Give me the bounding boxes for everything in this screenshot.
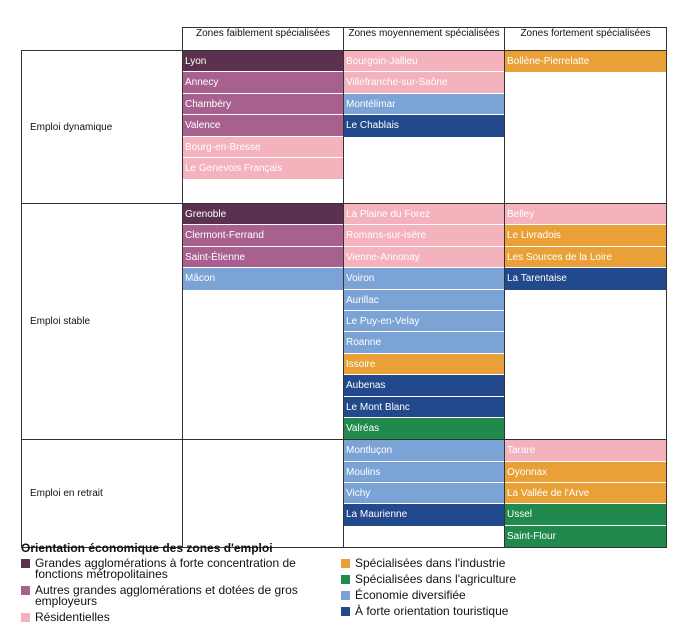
row-label: Emploi stable bbox=[22, 204, 183, 440]
legend-item bbox=[341, 574, 661, 585]
zone-item: Valréas bbox=[344, 418, 504, 439]
legend-label: Résidentielles bbox=[35, 610, 110, 624]
legend-swatch bbox=[341, 575, 350, 584]
zone-item: Romans-sur-Isère bbox=[344, 225, 504, 246]
zone-item: Valence bbox=[183, 115, 343, 136]
legend-item bbox=[341, 590, 661, 601]
legend-item bbox=[341, 558, 661, 569]
legend-swatch bbox=[341, 591, 350, 600]
zone-item: Clermont-Ferrand bbox=[183, 225, 343, 246]
legend-swatch bbox=[341, 607, 350, 616]
zone-item: La Vallée de l'Arve bbox=[505, 483, 666, 504]
legend-item bbox=[341, 606, 661, 617]
zone-item: Ussel bbox=[505, 504, 666, 525]
zone-item: Le Chablais bbox=[344, 115, 504, 136]
zone-item: Issoire bbox=[344, 354, 504, 375]
zone-item: Voiron bbox=[344, 268, 504, 289]
zone-item: Roanne bbox=[344, 332, 504, 353]
zone-item: La Tarentaise bbox=[505, 268, 666, 289]
table-row bbox=[22, 51, 667, 204]
zone-item: Aurillac bbox=[344, 290, 504, 311]
zone-item: Bourg-en-Bresse bbox=[183, 137, 343, 158]
zone-cell-low bbox=[183, 440, 344, 548]
zone-item: Lyon bbox=[183, 51, 343, 72]
zone-item: Vienne-Annonay bbox=[344, 247, 504, 268]
zone-item: Le Mont Blanc bbox=[344, 397, 504, 418]
zone-cell-medium bbox=[344, 204, 505, 440]
zone-cell-medium bbox=[344, 440, 505, 548]
legend-swatch bbox=[21, 559, 30, 568]
legend-swatch bbox=[341, 559, 350, 568]
legend-left-column bbox=[21, 558, 341, 628]
header-high: Zones fortement spécialisées bbox=[505, 28, 667, 51]
zone-item: Saint-Flour bbox=[505, 526, 666, 547]
legend-label: À forte orientation touristique bbox=[355, 604, 509, 618]
zone-cell-high bbox=[505, 51, 667, 204]
legend-label: Grandes agglomérations à forte concentration de fonctions métropolitaines bbox=[35, 556, 296, 581]
header-medium: Zones moyennement spécialisées bbox=[344, 28, 505, 51]
legend-item bbox=[21, 585, 341, 607]
zone-cell-low bbox=[183, 51, 344, 204]
legend-swatch bbox=[21, 613, 30, 622]
zone-item: Tarare bbox=[505, 440, 666, 461]
legend-label: Spécialisées dans l'industrie bbox=[355, 556, 506, 570]
zone-item: La Plaine du Forez bbox=[344, 204, 504, 225]
zone-item: Bourgoin-Jallieu bbox=[344, 51, 504, 72]
zone-item: Vichy bbox=[344, 483, 504, 504]
zone-cell-high bbox=[505, 204, 667, 440]
zone-item: Aubenas bbox=[344, 375, 504, 396]
zone-item: Saint-Étienne bbox=[183, 247, 343, 268]
corner-blank bbox=[22, 28, 183, 51]
row-label: Emploi en retrait bbox=[22, 440, 183, 548]
legend-label: Spécialisées dans l'agriculture bbox=[355, 572, 517, 586]
zone-item: Les Sources de la Loire bbox=[505, 247, 666, 268]
classification-table bbox=[21, 27, 667, 548]
header-row bbox=[22, 28, 667, 51]
legend-right-column bbox=[341, 558, 661, 628]
legend-label: Économie diversifiée bbox=[355, 588, 466, 602]
zone-item: La Maurienne bbox=[344, 504, 504, 525]
table-row bbox=[22, 440, 667, 548]
zone-item: Moulins bbox=[344, 462, 504, 483]
zone-cell-medium bbox=[344, 51, 505, 204]
row-label: Emploi dynamique bbox=[22, 51, 183, 204]
zone-item: Montluçon bbox=[344, 440, 504, 461]
zone-item: Le Genevois Français bbox=[183, 158, 343, 179]
legend-label: Autres grandes agglomérations et dotées de gros employeurs bbox=[35, 583, 298, 608]
table-row bbox=[22, 204, 667, 440]
legend bbox=[21, 541, 661, 628]
zone-item: Mâcon bbox=[183, 268, 343, 289]
zone-item: Oyonnax bbox=[505, 462, 666, 483]
zone-item: Chambéry bbox=[183, 94, 343, 115]
zone-item: Le Puy-en-Velay bbox=[344, 311, 504, 332]
zone-item: Montélimar bbox=[344, 94, 504, 115]
zone-item: Belley bbox=[505, 204, 666, 225]
legend-item bbox=[21, 612, 341, 623]
zone-cell-high bbox=[505, 440, 667, 548]
zone-cell-low bbox=[183, 204, 344, 440]
zone-item: Annecy bbox=[183, 72, 343, 93]
zone-item: Bollène-Pierrelatte bbox=[505, 51, 666, 72]
header-low: Zones faiblement spécialisées bbox=[183, 28, 344, 51]
legend-item bbox=[21, 558, 341, 580]
legend-swatch bbox=[21, 586, 30, 595]
zone-item: Grenoble bbox=[183, 204, 343, 225]
zone-item: Villefranche-sur-Saône bbox=[344, 72, 504, 93]
legend-title: Orientation économique des zones d'emploi bbox=[21, 541, 273, 555]
zone-item: Le Livradois bbox=[505, 225, 666, 246]
